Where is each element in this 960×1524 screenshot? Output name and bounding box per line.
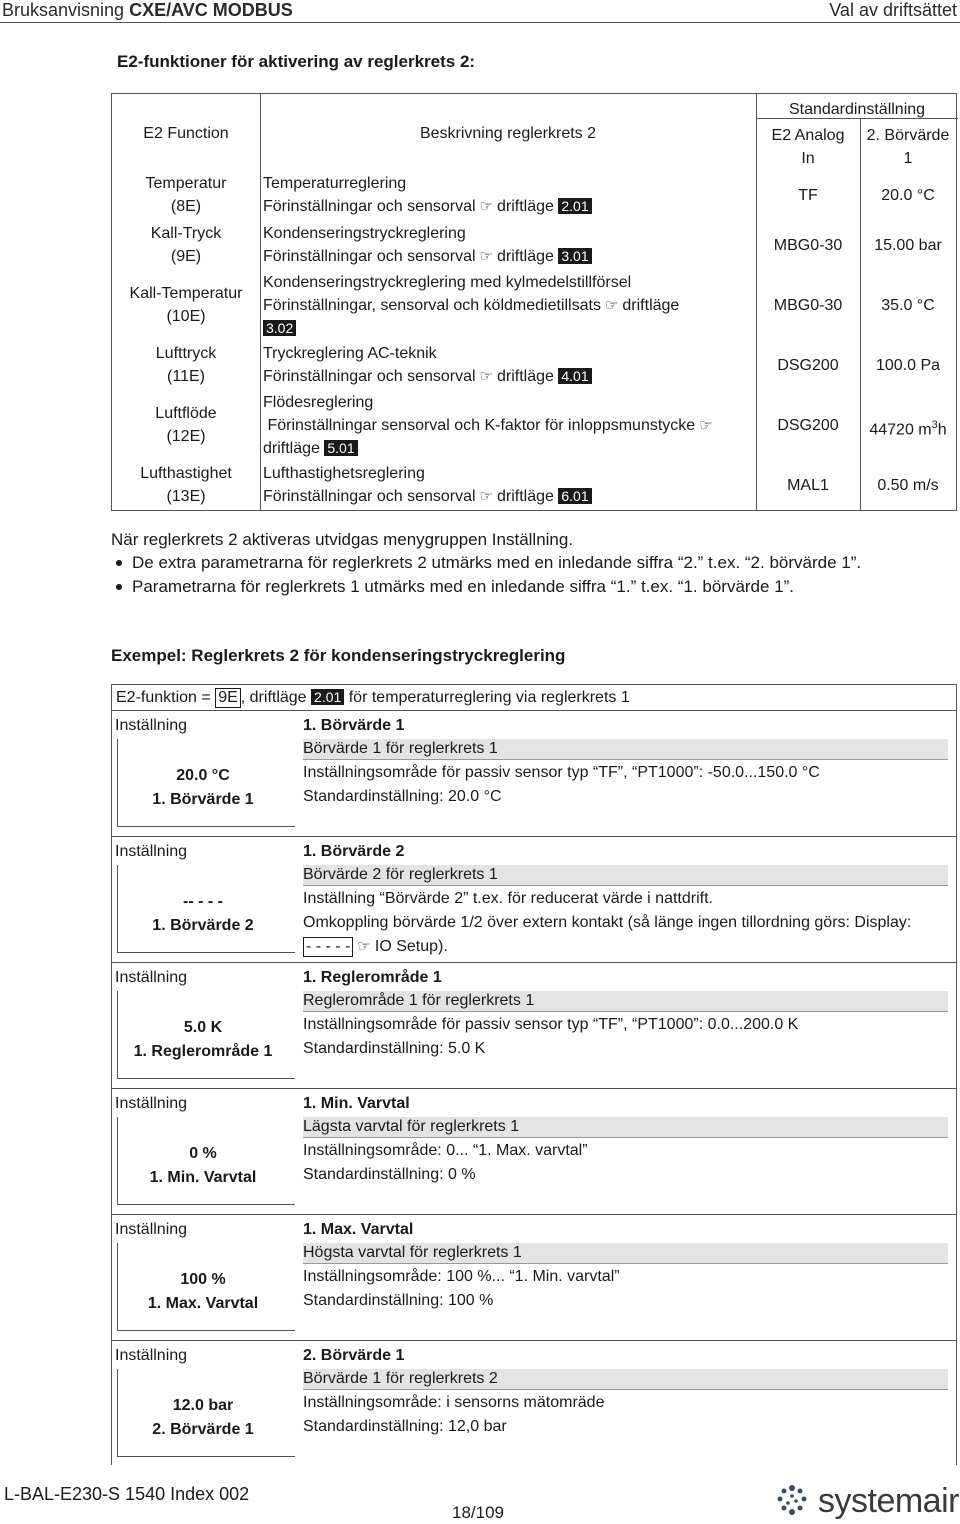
row-func	[112, 462, 260, 508]
mode-badge: 2.01	[311, 689, 344, 705]
row-analog: DSG200	[777, 357, 839, 374]
header-analog-line1: E2 Analog	[771, 127, 845, 144]
row-analog: DSG200	[777, 417, 839, 434]
bullet-icon	[116, 584, 122, 590]
setting-value: 100 %	[180, 1271, 226, 1288]
setting-description: Inställningsområde för passiv sensor typ “TF”, “PT1000”: -50.0...150.0 °C	[303, 764, 820, 781]
table-divider	[260, 94, 261, 510]
setting-name: 1. Min. Varvtal	[149, 1169, 257, 1186]
row-analog: MAL1	[787, 477, 829, 494]
desc-text: Förinställningar och sensorval	[263, 368, 476, 385]
row-analog: MBG0-30	[773, 237, 843, 254]
row-desc	[263, 462, 753, 508]
setting-name: 1. Max. Varvtal	[147, 1295, 259, 1312]
setting-description: Standardinställning: 5.0 K	[303, 1040, 486, 1057]
display-code-box: - - - - -	[303, 937, 353, 957]
row-value: 100.0 Pa	[875, 357, 941, 374]
setting-title: 1. Börvärde 1	[303, 717, 405, 734]
func-name: Temperatur	[145, 175, 227, 192]
row-value: 35.0 °C	[881, 297, 935, 314]
mode-label: driftläge	[497, 368, 554, 385]
setting-description: Omkoppling börvärde 1/2 över extern kontakt (så länge ingen tillordning görs: Display:	[303, 914, 912, 931]
row-desc	[263, 391, 753, 460]
func-name: Lufttryck	[155, 345, 217, 362]
page-header	[0, 0, 960, 22]
mode-badge: 6.01	[558, 488, 591, 504]
section-title: E2-funktioner för aktivering av reglerkrets 2:	[117, 52, 476, 71]
func-code: (10E)	[166, 308, 206, 325]
mode-badge: 4.01	[558, 368, 591, 384]
desc-text: Förinställningar, sensorval och köldmedietillsats	[263, 297, 601, 314]
desc-title: Kondenseringstryckreglering	[263, 225, 466, 242]
pointing-hand-icon: ☞	[479, 368, 493, 385]
setting-title: 1. Reglerområde 1	[303, 969, 442, 986]
desc-text: Förinställningar och sensorval	[263, 248, 476, 265]
value-suffix: h	[937, 421, 947, 439]
func-name: Kall-Tryck	[150, 225, 222, 242]
setting-block	[111, 837, 957, 963]
func-name: Lufthastighet	[140, 465, 232, 482]
func-prefix: E2-funktion =	[116, 689, 211, 706]
manual-name: CXE/AVC MODBUS	[129, 0, 293, 20]
setting-title: 1. Min. Varvtal	[303, 1095, 410, 1112]
setting-description: Standardinställning: 100 %	[303, 1292, 494, 1309]
setting-description: Börvärde 2 för reglerkrets 1	[303, 865, 948, 886]
row-func	[112, 222, 260, 268]
note-bullet-2: Parametrarna för reglerkrets 1 utmärks med en inledande siffra “1.” t.ex. “1. börvärde 1”.	[132, 577, 795, 596]
row-value	[860, 414, 956, 441]
desc-text: Förinställningar sensorval och K-faktor för inloppsmunstycke	[267, 417, 696, 434]
setting-label: Inställning	[115, 969, 188, 986]
func-code: (8E)	[170, 198, 202, 215]
pointing-hand-icon: ☞	[479, 198, 493, 215]
setting-description: Börvärde 1 för reglerkrets 2	[303, 1369, 948, 1390]
mode-prefix: , driftläge	[240, 689, 307, 706]
mode-label: driftläge	[497, 248, 554, 265]
header-desc: Beskrivning reglerkrets 2	[419, 125, 597, 142]
setting-description: Börvärde 1 för reglerkrets 1	[303, 739, 948, 760]
setting-description: Standardinställning: 12,0 bar	[303, 1418, 507, 1435]
setting-block	[111, 1089, 957, 1215]
note-bullet-1: De extra parametrarna för reglerkrets 2 utmärks med en inledande siffra “2.” t.ex. “2. börvärde 1”.	[132, 553, 862, 572]
row-value: 0.50 m/s	[877, 477, 939, 494]
func-name: Kall-Temperatur	[129, 285, 243, 302]
setting-label: Inställning	[115, 1095, 188, 1112]
header-setpoint-line2: 1	[903, 150, 913, 167]
setting-label: Inställning	[115, 1221, 188, 1238]
logo-text: systemair	[818, 1482, 959, 1520]
setting-description	[303, 937, 948, 957]
logo-mark-icon	[770, 1482, 814, 1520]
pointing-hand-icon: ☞	[479, 488, 493, 505]
setting-block	[111, 1341, 957, 1467]
header-analog-line2: In	[801, 150, 815, 167]
row-desc	[263, 342, 753, 388]
setting-label: Inställning	[115, 717, 188, 734]
note-intro: När reglerkrets 2 aktiveras utvidgas menygruppen Inställning.	[111, 530, 574, 549]
desc-title: Temperaturreglering	[263, 175, 407, 192]
pointing-hand-icon: ☞	[479, 248, 493, 265]
header-setpoint-line1: 2. Börvärde	[866, 127, 950, 144]
mode-badge: 3.02	[263, 320, 296, 336]
setting-description: Inställning “Börvärde 2” t.ex. för reducerat värde i nattdrift.	[303, 890, 713, 907]
setting-value: -- - - -	[183, 893, 223, 910]
func-name: Luftflöde	[155, 405, 217, 422]
func-code: (9E)	[170, 248, 202, 265]
setting-value: 20.0 °C	[176, 767, 230, 784]
setting-name: 1. Börvärde 1	[152, 791, 254, 808]
setting-value: 12.0 bar	[172, 1397, 234, 1414]
setting-description: Inställningsområde: 100 %... “1. Min. varvtal”	[303, 1268, 620, 1285]
func-code: (13E)	[166, 488, 206, 505]
example-title: Exempel: Reglerkrets 2 för kondenseringstryckreglering	[111, 646, 566, 665]
desc-title: Tryckreglering AC-teknik	[263, 345, 437, 362]
value-number: 44720 m	[869, 421, 932, 439]
setting-value: 0 %	[189, 1145, 217, 1162]
table-divider	[756, 94, 757, 510]
page-number: 18/109	[452, 1503, 504, 1522]
mode-badge: 5.01	[324, 440, 357, 456]
row-desc	[263, 222, 753, 268]
pointing-hand-icon: ☞	[604, 297, 619, 314]
func-code: (12E)	[166, 428, 206, 445]
document-id: L-BAL-E230-S 1540 Index 002	[4, 1484, 250, 1504]
bullet-icon	[116, 560, 122, 566]
row-value: 20.0 °C	[881, 187, 935, 204]
row-func	[112, 172, 260, 218]
setting-title: 1. Max. Varvtal	[303, 1221, 414, 1238]
row-analog: TF	[798, 187, 818, 204]
header-func: E2 Function	[143, 125, 229, 142]
setting-block	[111, 963, 957, 1089]
func-code: (11E)	[167, 368, 205, 385]
pointing-hand-icon: ☞	[699, 417, 713, 434]
header-divider	[0, 22, 960, 23]
setting-value: 5.0 K	[183, 1019, 223, 1036]
setting-description: Inställningsområde för passiv sensor typ “TF”, “PT1000”: 0.0...200.0 K	[303, 1016, 799, 1033]
row-func	[112, 402, 260, 448]
desc-title: Flödesreglering	[263, 394, 374, 411]
setting-description: Reglerområde 1 för reglerkrets 1	[303, 991, 948, 1012]
setting-name: 2. Börvärde 1	[152, 1421, 254, 1438]
setting-label: Inställning	[115, 843, 188, 860]
display-suffix: IO Setup).	[374, 938, 448, 955]
manual-title	[2, 0, 293, 21]
setting-description: Inställningsområde: i sensorns mätomräde	[303, 1394, 605, 1411]
mode-badge: 3.01	[558, 248, 591, 264]
setting-name: 1. Börvärde 2	[152, 917, 254, 934]
manual-prefix: Bruksanvisning	[2, 0, 125, 20]
mode-label: driftläge	[497, 488, 554, 505]
mode-badge: 2.01	[558, 198, 591, 214]
value-exponent: 3	[931, 419, 938, 431]
header-setpoint	[860, 124, 956, 170]
mode-label: driftläge	[497, 198, 554, 215]
mode-label: driftläge	[263, 440, 320, 457]
setting-block	[111, 1215, 957, 1341]
row-desc	[263, 271, 753, 340]
setting-title: 1. Börvärde 2	[303, 843, 405, 860]
pointing-hand-icon: ☞	[357, 938, 371, 955]
setting-description: Inställningsområde: 0... “1. Max. varvtal”	[303, 1142, 588, 1159]
header-analog	[760, 124, 856, 170]
row-analog: MBG0-30	[773, 297, 843, 314]
row-func	[112, 342, 260, 388]
systemair-logo	[770, 1482, 960, 1520]
setting-description: Lägsta varvtal för reglerkrets 1	[303, 1117, 948, 1138]
mode-label: driftläge	[622, 297, 680, 314]
header-std: Standardinställning	[788, 101, 926, 118]
setting-name: 1. Reglerområde 1	[133, 1043, 273, 1060]
setting-title: 2. Börvärde 1	[303, 1347, 405, 1364]
row-func	[112, 282, 260, 328]
e2-function-table	[111, 93, 957, 511]
func-suffix: för temperaturreglering via reglerkrets 1	[348, 689, 630, 706]
desc-title: Kondenseringstryckreglering med kylmedelstillförsel	[263, 274, 632, 291]
setting-label: Inställning	[115, 1347, 188, 1364]
setting-description: Standardinställning: 0 %	[303, 1166, 476, 1183]
desc-text: Förinställningar och sensorval	[263, 198, 476, 215]
func-code-box: 9E	[215, 688, 241, 708]
setting-description: Högsta varvtal för reglerkrets 1	[303, 1243, 948, 1264]
desc-text: Förinställningar och sensorval	[263, 488, 476, 505]
setting-description: Standardinställning: 20.0 °C	[303, 788, 502, 805]
desc-title: Lufthastighetsreglering	[263, 465, 425, 482]
row-desc	[263, 172, 753, 218]
setting-block	[111, 711, 957, 837]
section-name: Val av driftsättet	[829, 0, 957, 20]
example-function-row	[111, 684, 957, 711]
row-value: 15.00 bar	[874, 237, 942, 254]
